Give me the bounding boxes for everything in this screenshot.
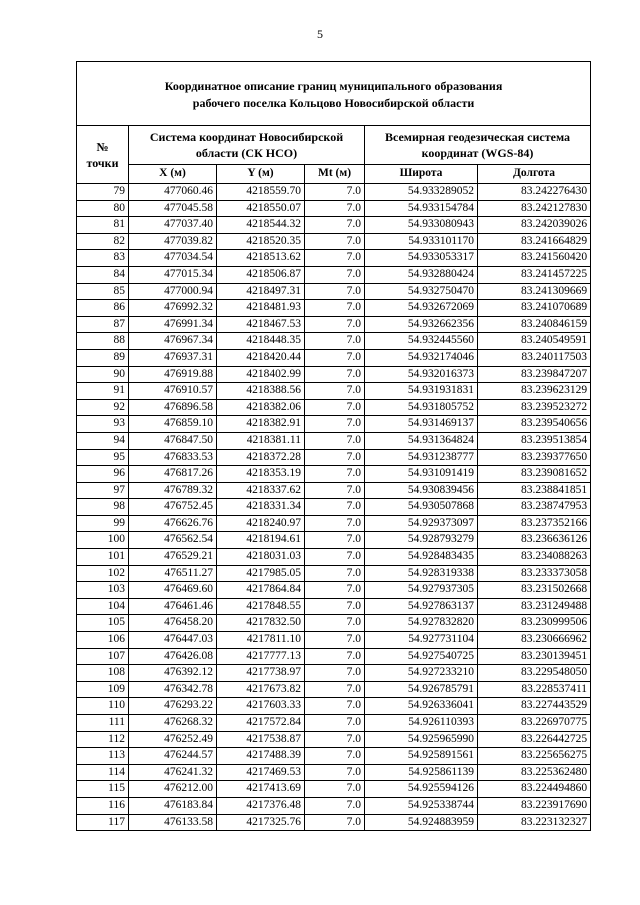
latitude-cell: 54.932662356: [365, 316, 478, 333]
y-cell: 4217738.97: [217, 665, 305, 682]
coordinates-table: [76, 61, 591, 831]
table-row: [77, 399, 591, 416]
point-number-cell: 109: [77, 681, 129, 698]
x-cell: 476461.46: [129, 598, 217, 615]
x-cell: 477000.94: [129, 283, 217, 300]
mt-cell: 7.0: [305, 615, 365, 632]
y-cell: 4217603.33: [217, 698, 305, 715]
y-cell: 4218372.28: [217, 449, 305, 466]
y-cell: 4217413.69: [217, 781, 305, 798]
mt-cell: 7.0: [305, 582, 365, 599]
longitude-cell: 83.224494860: [478, 781, 591, 798]
point-number-cell: 91: [77, 383, 129, 400]
table-row: [77, 200, 591, 217]
latitude-cell: 54.930839456: [365, 482, 478, 499]
x-cell: 476212.00: [129, 781, 217, 798]
latitude-cell: 54.925338744: [365, 797, 478, 814]
y-cell: 4218481.93: [217, 300, 305, 317]
longitude-cell: 83.227443529: [478, 698, 591, 715]
table-row: [77, 416, 591, 433]
point-number-cell: 117: [77, 814, 129, 831]
longitude-cell: 83.239513854: [478, 432, 591, 449]
mt-cell: 7.0: [305, 549, 365, 566]
longitude-cell: 83.241309669: [478, 283, 591, 300]
title-line-1: Координатное описание границ муниципального образования: [164, 79, 503, 93]
y-cell: 4217811.10: [217, 632, 305, 649]
latitude-cell: 54.925594126: [365, 781, 478, 798]
latitude-cell: 54.932445560: [365, 333, 478, 350]
table-row: [77, 648, 591, 665]
mt-cell: 7.0: [305, 665, 365, 682]
latitude-cell: 54.931805752: [365, 399, 478, 416]
latitude-cell: 54.926336041: [365, 698, 478, 715]
header-system-nso: Система координат Новосибирской области (СК НСО): [129, 126, 365, 165]
x-cell: 476562.54: [129, 532, 217, 549]
x-cell: 476789.32: [129, 482, 217, 499]
table-row: [77, 349, 591, 366]
latitude-cell: 54.928319338: [365, 565, 478, 582]
point-number-cell: 106: [77, 632, 129, 649]
y-cell: 4217673.82: [217, 681, 305, 698]
mt-cell: 7.0: [305, 797, 365, 814]
longitude-cell: 83.238841851: [478, 482, 591, 499]
mt-cell: 7.0: [305, 466, 365, 483]
x-cell: 477015.34: [129, 266, 217, 283]
latitude-cell: 54.927863137: [365, 598, 478, 615]
longitude-cell: 83.226970775: [478, 715, 591, 732]
longitude-cell: 83.239540656: [478, 416, 591, 433]
table-row: [77, 698, 591, 715]
x-cell: 476967.34: [129, 333, 217, 350]
latitude-cell: 54.931931831: [365, 383, 478, 400]
point-number-cell: 108: [77, 665, 129, 682]
point-number-cell: 115: [77, 781, 129, 798]
table-row: [77, 233, 591, 250]
point-number-cell: 90: [77, 366, 129, 383]
x-cell: 477060.46: [129, 184, 217, 201]
point-number-cell: 101: [77, 549, 129, 566]
y-cell: 4217864.84: [217, 582, 305, 599]
y-cell: 4217777.13: [217, 648, 305, 665]
y-cell: 4218467.53: [217, 316, 305, 333]
point-number-cell: 107: [77, 648, 129, 665]
point-number-cell: 100: [77, 532, 129, 549]
point-number-cell: 114: [77, 764, 129, 781]
mt-cell: 7.0: [305, 648, 365, 665]
latitude-cell: 54.931091419: [365, 466, 478, 483]
x-cell: 476626.76: [129, 515, 217, 532]
x-cell: 476458.20: [129, 615, 217, 632]
y-cell: 4217985.05: [217, 565, 305, 582]
point-number-cell: 89: [77, 349, 129, 366]
y-cell: 4218544.32: [217, 217, 305, 234]
table-row: [77, 217, 591, 234]
mt-cell: 7.0: [305, 748, 365, 765]
latitude-cell: 54.931238777: [365, 449, 478, 466]
x-cell: 476937.31: [129, 349, 217, 366]
mt-cell: 7.0: [305, 532, 365, 549]
y-cell: 4217848.55: [217, 598, 305, 615]
point-number-cell: 111: [77, 715, 129, 732]
mt-cell: 7.0: [305, 250, 365, 267]
mt-cell: 7.0: [305, 333, 365, 350]
x-cell: 477039.82: [129, 233, 217, 250]
y-cell: 4218497.31: [217, 283, 305, 300]
latitude-cell: 54.928483435: [365, 549, 478, 566]
mt-cell: 7.0: [305, 764, 365, 781]
point-number-cell: 98: [77, 499, 129, 516]
y-cell: 4218194.61: [217, 532, 305, 549]
longitude-cell: 83.239623129: [478, 383, 591, 400]
latitude-cell: 54.927233210: [365, 665, 478, 682]
point-number-cell: 81: [77, 217, 129, 234]
y-cell: 4218331.34: [217, 499, 305, 516]
point-number-cell: 112: [77, 731, 129, 748]
longitude-cell: 83.223917690: [478, 797, 591, 814]
point-number-cell: 94: [77, 432, 129, 449]
point-number-cell: 102: [77, 565, 129, 582]
header-x: X (м): [129, 165, 217, 184]
latitude-cell: 54.927540725: [365, 648, 478, 665]
y-cell: 4218382.91: [217, 416, 305, 433]
longitude-cell: 83.238747953: [478, 499, 591, 516]
mt-cell: 7.0: [305, 217, 365, 234]
table-row: [77, 515, 591, 532]
x-cell: 476817.26: [129, 466, 217, 483]
longitude-cell: 83.242039026: [478, 217, 591, 234]
y-cell: 4218382.06: [217, 399, 305, 416]
table-row: [77, 184, 591, 201]
point-number-cell: 80: [77, 200, 129, 217]
table-row: [77, 466, 591, 483]
mt-cell: 7.0: [305, 598, 365, 615]
point-number-cell: 85: [77, 283, 129, 300]
table-row: [77, 366, 591, 383]
x-cell: 476919.88: [129, 366, 217, 383]
point-number-cell: 82: [77, 233, 129, 250]
y-cell: 4218420.44: [217, 349, 305, 366]
y-cell: 4217538.87: [217, 731, 305, 748]
latitude-cell: 54.933053317: [365, 250, 478, 267]
latitude-cell: 54.929373097: [365, 515, 478, 532]
longitude-cell: 83.239377650: [478, 449, 591, 466]
latitude-cell: 54.933080943: [365, 217, 478, 234]
page-number: 5: [317, 27, 323, 41]
latitude-cell: 54.932174046: [365, 349, 478, 366]
longitude-cell: 83.231249488: [478, 598, 591, 615]
x-cell: 476469.60: [129, 582, 217, 599]
header-mt: Mt (м): [305, 165, 365, 184]
mt-cell: 7.0: [305, 184, 365, 201]
point-number-cell: 97: [77, 482, 129, 499]
x-cell: 477034.54: [129, 250, 217, 267]
point-number-cell: 93: [77, 416, 129, 433]
table-row: [77, 582, 591, 599]
longitude-cell: 83.230999506: [478, 615, 591, 632]
header-longitude: Долгота: [478, 165, 591, 184]
table-row: [77, 615, 591, 632]
mt-cell: 7.0: [305, 449, 365, 466]
longitude-cell: 83.239081652: [478, 466, 591, 483]
x-cell: 476293.22: [129, 698, 217, 715]
x-cell: 476859.10: [129, 416, 217, 433]
table-row: [77, 549, 591, 566]
longitude-cell: 83.240117503: [478, 349, 591, 366]
point-number-cell: 83: [77, 250, 129, 267]
mt-cell: 7.0: [305, 515, 365, 532]
y-cell: 4218381.11: [217, 432, 305, 449]
point-number-cell: 103: [77, 582, 129, 599]
point-number-cell: 116: [77, 797, 129, 814]
latitude-cell: 54.933101170: [365, 233, 478, 250]
y-cell: 4218337.62: [217, 482, 305, 499]
longitude-cell: 83.239847207: [478, 366, 591, 383]
point-number-cell: 105: [77, 615, 129, 632]
point-number-cell: 113: [77, 748, 129, 765]
x-cell: 476241.32: [129, 764, 217, 781]
latitude-cell: 54.932016373: [365, 366, 478, 383]
point-number-cell: 99: [77, 515, 129, 532]
x-cell: 476392.12: [129, 665, 217, 682]
y-cell: 4218506.87: [217, 266, 305, 283]
point-number-cell: 86: [77, 300, 129, 317]
longitude-cell: 83.241457225: [478, 266, 591, 283]
table-row: [77, 565, 591, 582]
x-cell: 476268.32: [129, 715, 217, 732]
x-cell: 476833.53: [129, 449, 217, 466]
latitude-cell: 54.933154784: [365, 200, 478, 217]
y-cell: 4218520.35: [217, 233, 305, 250]
x-cell: 476991.34: [129, 316, 217, 333]
point-number-cell: 84: [77, 266, 129, 283]
mt-cell: 7.0: [305, 200, 365, 217]
longitude-cell: 83.233373058: [478, 565, 591, 582]
x-cell: 476752.45: [129, 499, 217, 516]
point-number-cell: 87: [77, 316, 129, 333]
latitude-cell: 54.925891561: [365, 748, 478, 765]
header-y: Y (м): [217, 165, 305, 184]
point-number-cell: 110: [77, 698, 129, 715]
longitude-cell: 83.240846159: [478, 316, 591, 333]
longitude-cell: 83.240549591: [478, 333, 591, 350]
x-cell: 477037.40: [129, 217, 217, 234]
table-row: [77, 532, 591, 549]
header-system-wgs: Всемирная геодезическая система координат (WGS-84): [365, 126, 591, 165]
table-body: [77, 184, 591, 831]
mt-cell: 7.0: [305, 565, 365, 582]
table-row: [77, 333, 591, 350]
mt-cell: 7.0: [305, 499, 365, 516]
header-point-number: № точки: [77, 126, 129, 184]
latitude-cell: 54.933289052: [365, 184, 478, 201]
table-title: [77, 62, 591, 126]
y-cell: 4217572.84: [217, 715, 305, 732]
mt-cell: 7.0: [305, 681, 365, 698]
mt-cell: 7.0: [305, 416, 365, 433]
x-cell: 476183.84: [129, 797, 217, 814]
longitude-cell: 83.225362480: [478, 764, 591, 781]
mt-cell: 7.0: [305, 715, 365, 732]
latitude-cell: 54.931364824: [365, 432, 478, 449]
latitude-cell: 54.932672069: [365, 300, 478, 317]
longitude-cell: 83.230139451: [478, 648, 591, 665]
longitude-cell: 83.223132327: [478, 814, 591, 831]
x-cell: 476992.32: [129, 300, 217, 317]
table-row: [77, 748, 591, 765]
table-row: [77, 316, 591, 333]
mt-cell: 7.0: [305, 349, 365, 366]
longitude-cell: 83.241664829: [478, 233, 591, 250]
point-number-cell: 96: [77, 466, 129, 483]
mt-cell: 7.0: [305, 698, 365, 715]
table-row: [77, 499, 591, 516]
table-row: [77, 781, 591, 798]
table-row: [77, 598, 591, 615]
mt-cell: 7.0: [305, 814, 365, 831]
mt-cell: 7.0: [305, 266, 365, 283]
longitude-cell: 83.237352166: [478, 515, 591, 532]
latitude-cell: 54.925861139: [365, 764, 478, 781]
table-row: [77, 665, 591, 682]
title-line-2: рабочего поселка Кольцово Новосибирской области: [192, 96, 475, 110]
mt-cell: 7.0: [305, 383, 365, 400]
table-row: [77, 250, 591, 267]
y-cell: 4218448.35: [217, 333, 305, 350]
x-cell: 476529.21: [129, 549, 217, 566]
latitude-cell: 54.930507868: [365, 499, 478, 516]
longitude-cell: 83.241560420: [478, 250, 591, 267]
longitude-cell: 83.230666962: [478, 632, 591, 649]
longitude-cell: 83.225656275: [478, 748, 591, 765]
x-cell: 476511.27: [129, 565, 217, 582]
y-cell: 4218353.19: [217, 466, 305, 483]
x-cell: 477045.58: [129, 200, 217, 217]
mt-cell: 7.0: [305, 399, 365, 416]
y-cell: 4217469.53: [217, 764, 305, 781]
point-number-cell: 79: [77, 184, 129, 201]
mt-cell: 7.0: [305, 366, 365, 383]
y-cell: 4218388.56: [217, 383, 305, 400]
mt-cell: 7.0: [305, 482, 365, 499]
longitude-cell: 83.231502668: [478, 582, 591, 599]
latitude-cell: 54.927731104: [365, 632, 478, 649]
table-row: [77, 731, 591, 748]
y-cell: 4217832.50: [217, 615, 305, 632]
y-cell: 4217325.76: [217, 814, 305, 831]
mt-cell: 7.0: [305, 432, 365, 449]
point-number-cell: 95: [77, 449, 129, 466]
table-row: [77, 283, 591, 300]
x-cell: 476447.03: [129, 632, 217, 649]
mt-cell: 7.0: [305, 283, 365, 300]
latitude-cell: 54.931469137: [365, 416, 478, 433]
table-row: [77, 266, 591, 283]
latitude-cell: 54.926110393: [365, 715, 478, 732]
latitude-cell: 54.924883959: [365, 814, 478, 831]
y-cell: 4218550.07: [217, 200, 305, 217]
longitude-cell: 83.242276430: [478, 184, 591, 201]
longitude-cell: 83.236636126: [478, 532, 591, 549]
latitude-cell: 54.926785791: [365, 681, 478, 698]
longitude-cell: 83.226442725: [478, 731, 591, 748]
header-latitude: Широта: [365, 165, 478, 184]
latitude-cell: 54.927937305: [365, 582, 478, 599]
x-cell: 476910.57: [129, 383, 217, 400]
x-cell: 476342.78: [129, 681, 217, 698]
x-cell: 476896.58: [129, 399, 217, 416]
x-cell: 476252.49: [129, 731, 217, 748]
y-cell: 4217376.48: [217, 797, 305, 814]
mt-cell: 7.0: [305, 233, 365, 250]
point-number-cell: 92: [77, 399, 129, 416]
table-row: [77, 482, 591, 499]
y-cell: 4217488.39: [217, 748, 305, 765]
mt-cell: 7.0: [305, 300, 365, 317]
table-row: [77, 449, 591, 466]
table-row: [77, 383, 591, 400]
y-cell: 4218513.62: [217, 250, 305, 267]
table-row: [77, 432, 591, 449]
mt-cell: 7.0: [305, 731, 365, 748]
table-row: [77, 300, 591, 317]
latitude-cell: 54.932750470: [365, 283, 478, 300]
longitude-cell: 83.242127830: [478, 200, 591, 217]
y-cell: 4218240.97: [217, 515, 305, 532]
latitude-cell: 54.925965990: [365, 731, 478, 748]
y-cell: 4218402.99: [217, 366, 305, 383]
mt-cell: 7.0: [305, 632, 365, 649]
table-row: [77, 764, 591, 781]
longitude-cell: 83.239523272: [478, 399, 591, 416]
table-row: [77, 797, 591, 814]
mt-cell: 7.0: [305, 316, 365, 333]
mt-cell: 7.0: [305, 781, 365, 798]
longitude-cell: 83.234088263: [478, 549, 591, 566]
x-cell: 476244.57: [129, 748, 217, 765]
y-cell: 4218031.03: [217, 549, 305, 566]
longitude-cell: 83.229548050: [478, 665, 591, 682]
x-cell: 476133.58: [129, 814, 217, 831]
x-cell: 476426.08: [129, 648, 217, 665]
longitude-cell: 83.228537411: [478, 681, 591, 698]
y-cell: 4218559.70: [217, 184, 305, 201]
table-row: [77, 681, 591, 698]
latitude-cell: 54.932880424: [365, 266, 478, 283]
latitude-cell: 54.927832820: [365, 615, 478, 632]
table-row: [77, 814, 591, 831]
latitude-cell: 54.928793279: [365, 532, 478, 549]
table-row: [77, 715, 591, 732]
point-number-cell: 104: [77, 598, 129, 615]
longitude-cell: 83.241070689: [478, 300, 591, 317]
x-cell: 476847.50: [129, 432, 217, 449]
point-number-cell: 88: [77, 333, 129, 350]
table-row: [77, 632, 591, 649]
